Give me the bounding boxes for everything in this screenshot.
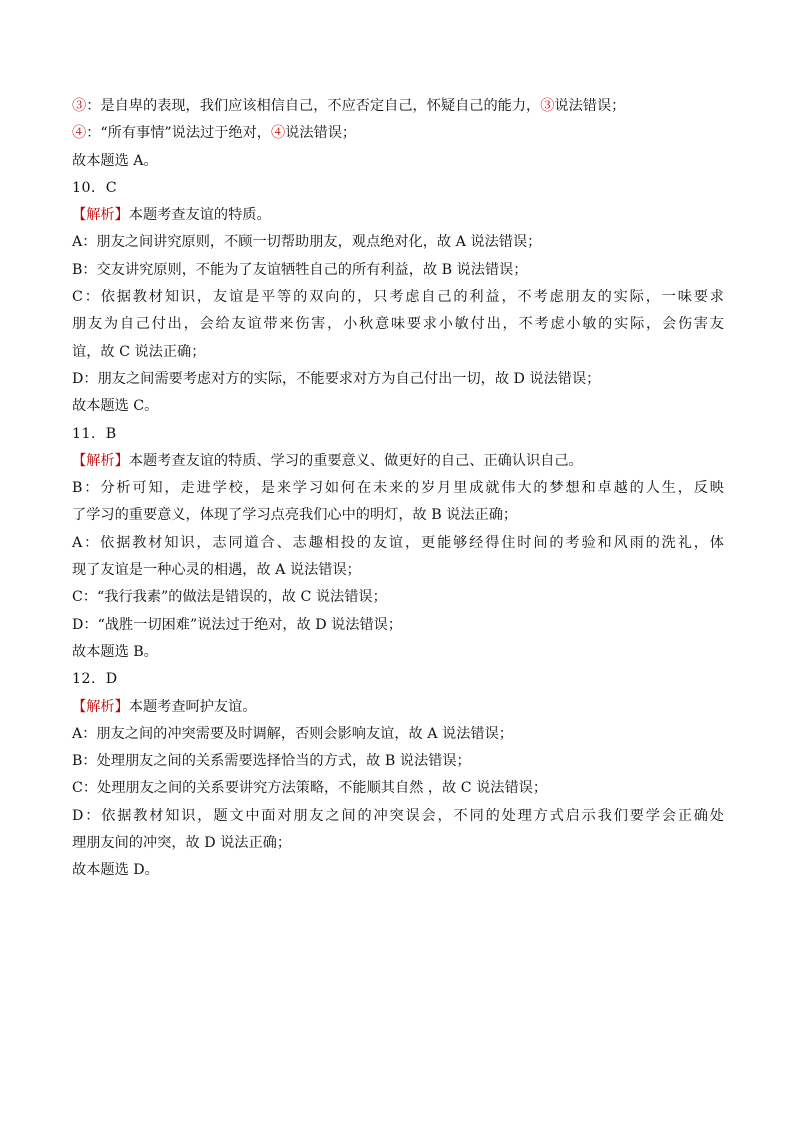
circled-4-marker: ④ <box>72 125 87 142</box>
q12-option-c: C：处理朋友之间的关系要讲究方法策略，不能顺其自然 ，故 C 说法错误； <box>72 780 548 797</box>
q9-conclusion: 故本题选 A。 <box>72 152 158 169</box>
q10-conclusion: 故本题选 C。 <box>72 398 159 415</box>
q11-option-a-line2: 现了友谊是一种心灵的相遇，故 A 说法错误； <box>72 562 361 579</box>
analysis-label: 【解析】 <box>72 698 129 715</box>
q9-option-4-verdict: 说法错误； <box>285 125 357 142</box>
answer-explanation-page <box>72 97 724 889</box>
q10-option-c-line2: 朋友为自己付出，会给友谊带来伤害，小秋意味要求小敏付出，不考虑小敏的实际，会伤害友 <box>72 316 724 333</box>
analysis-text: 本题考查友谊的特质、学习的重要意义、做更好的自己、正确认识自己。 <box>128 452 583 469</box>
q10-answer: 10．C <box>72 179 118 196</box>
q10-option-d: D：朋友之间需要考虑对方的实际，不能要求对方为自己付出一切，故 D 说法错误； <box>72 370 601 387</box>
analysis-text: 本题考查呵护友谊。 <box>128 698 257 715</box>
q11-option-c: C：“我行我素”的做法是错误的，故 C 说法错误； <box>72 589 387 606</box>
q10-analysis-intro <box>72 206 724 224</box>
q10-option-a: A：朋友之间讲究原则，不顾一切帮助朋友，观点绝对化，故 A 说法错误； <box>72 234 542 251</box>
q11-analysis-intro <box>72 452 724 470</box>
q10-option-c-line1: C：依据教材知识，友谊是平等的双向的，只考虑自己的利益，不考虑朋友的实际，一味要求 <box>72 289 724 306</box>
q12-conclusion: 故本题选 D。 <box>72 862 159 879</box>
circled-3-marker: ③ <box>540 98 555 114</box>
analysis-text: 本题考查友谊的特质。 <box>128 207 271 224</box>
q10-option-b: B：交友讲究原则，不能为了友谊牺牲自己的所有利益，故 B 说法错误； <box>72 261 528 278</box>
q12-option-b: B：处理朋友之间的关系需要选择恰当的方式，故 B 说法错误； <box>72 753 471 770</box>
circled-4-marker: ④ <box>270 125 286 142</box>
q11-option-d: D：“战胜一切困难”说法过于绝对，故 D 说法错误； <box>72 616 403 633</box>
q9-option-4-text: ：“所有事情”说法过于绝对， <box>86 125 271 142</box>
q11-option-b-line2: 了学习的重要意义，体现了学习点亮我们心中的明灯，故 B 说法正确； <box>72 507 518 524</box>
q11-conclusion: 故本题选 B。 <box>72 643 158 660</box>
q9-option-3-verdict: 说法错误； <box>554 98 626 114</box>
q11-answer: 11．B <box>72 425 117 442</box>
q9-option-3-analysis <box>72 97 724 115</box>
q12-analysis-intro <box>72 698 724 716</box>
analysis-label: 【解析】 <box>72 207 129 224</box>
q9-option-3-text: ：是自卑的表现，我们应该相信自己，不应否定自己，怀疑自己的能力， <box>86 98 541 114</box>
q12-option-d-line2: 理朋友间的冲突，故 D 说法正确； <box>72 835 292 852</box>
q12-answer: 12．D <box>72 671 118 688</box>
circled-3-marker: ③ <box>72 98 87 114</box>
q12-option-d-line1: D：依据教材知识，题文中面对朋友之间的冲突误会，不同的处理方式启示我们要学会正确处 <box>72 807 724 824</box>
q9-option-4-analysis <box>72 124 724 142</box>
q12-option-a: A：朋友之间的冲突需要及时调解，否则会影响友谊，故 A 说法错误； <box>72 725 513 742</box>
q10-option-c-line3: 谊，故 C 说法正确； <box>72 343 206 360</box>
q11-option-a-line1: A：依据教材知识，志同道合、志趣相投的友谊，更能够经得住时间的考验和风雨的洗礼，体 <box>72 534 724 551</box>
q11-option-b-line1: B：分析可知，走进学校，是来学习如何在未来的岁月里成就伟大的梦想和卓越的人生，反映 <box>72 480 724 497</box>
analysis-label: 【解析】 <box>72 452 129 469</box>
